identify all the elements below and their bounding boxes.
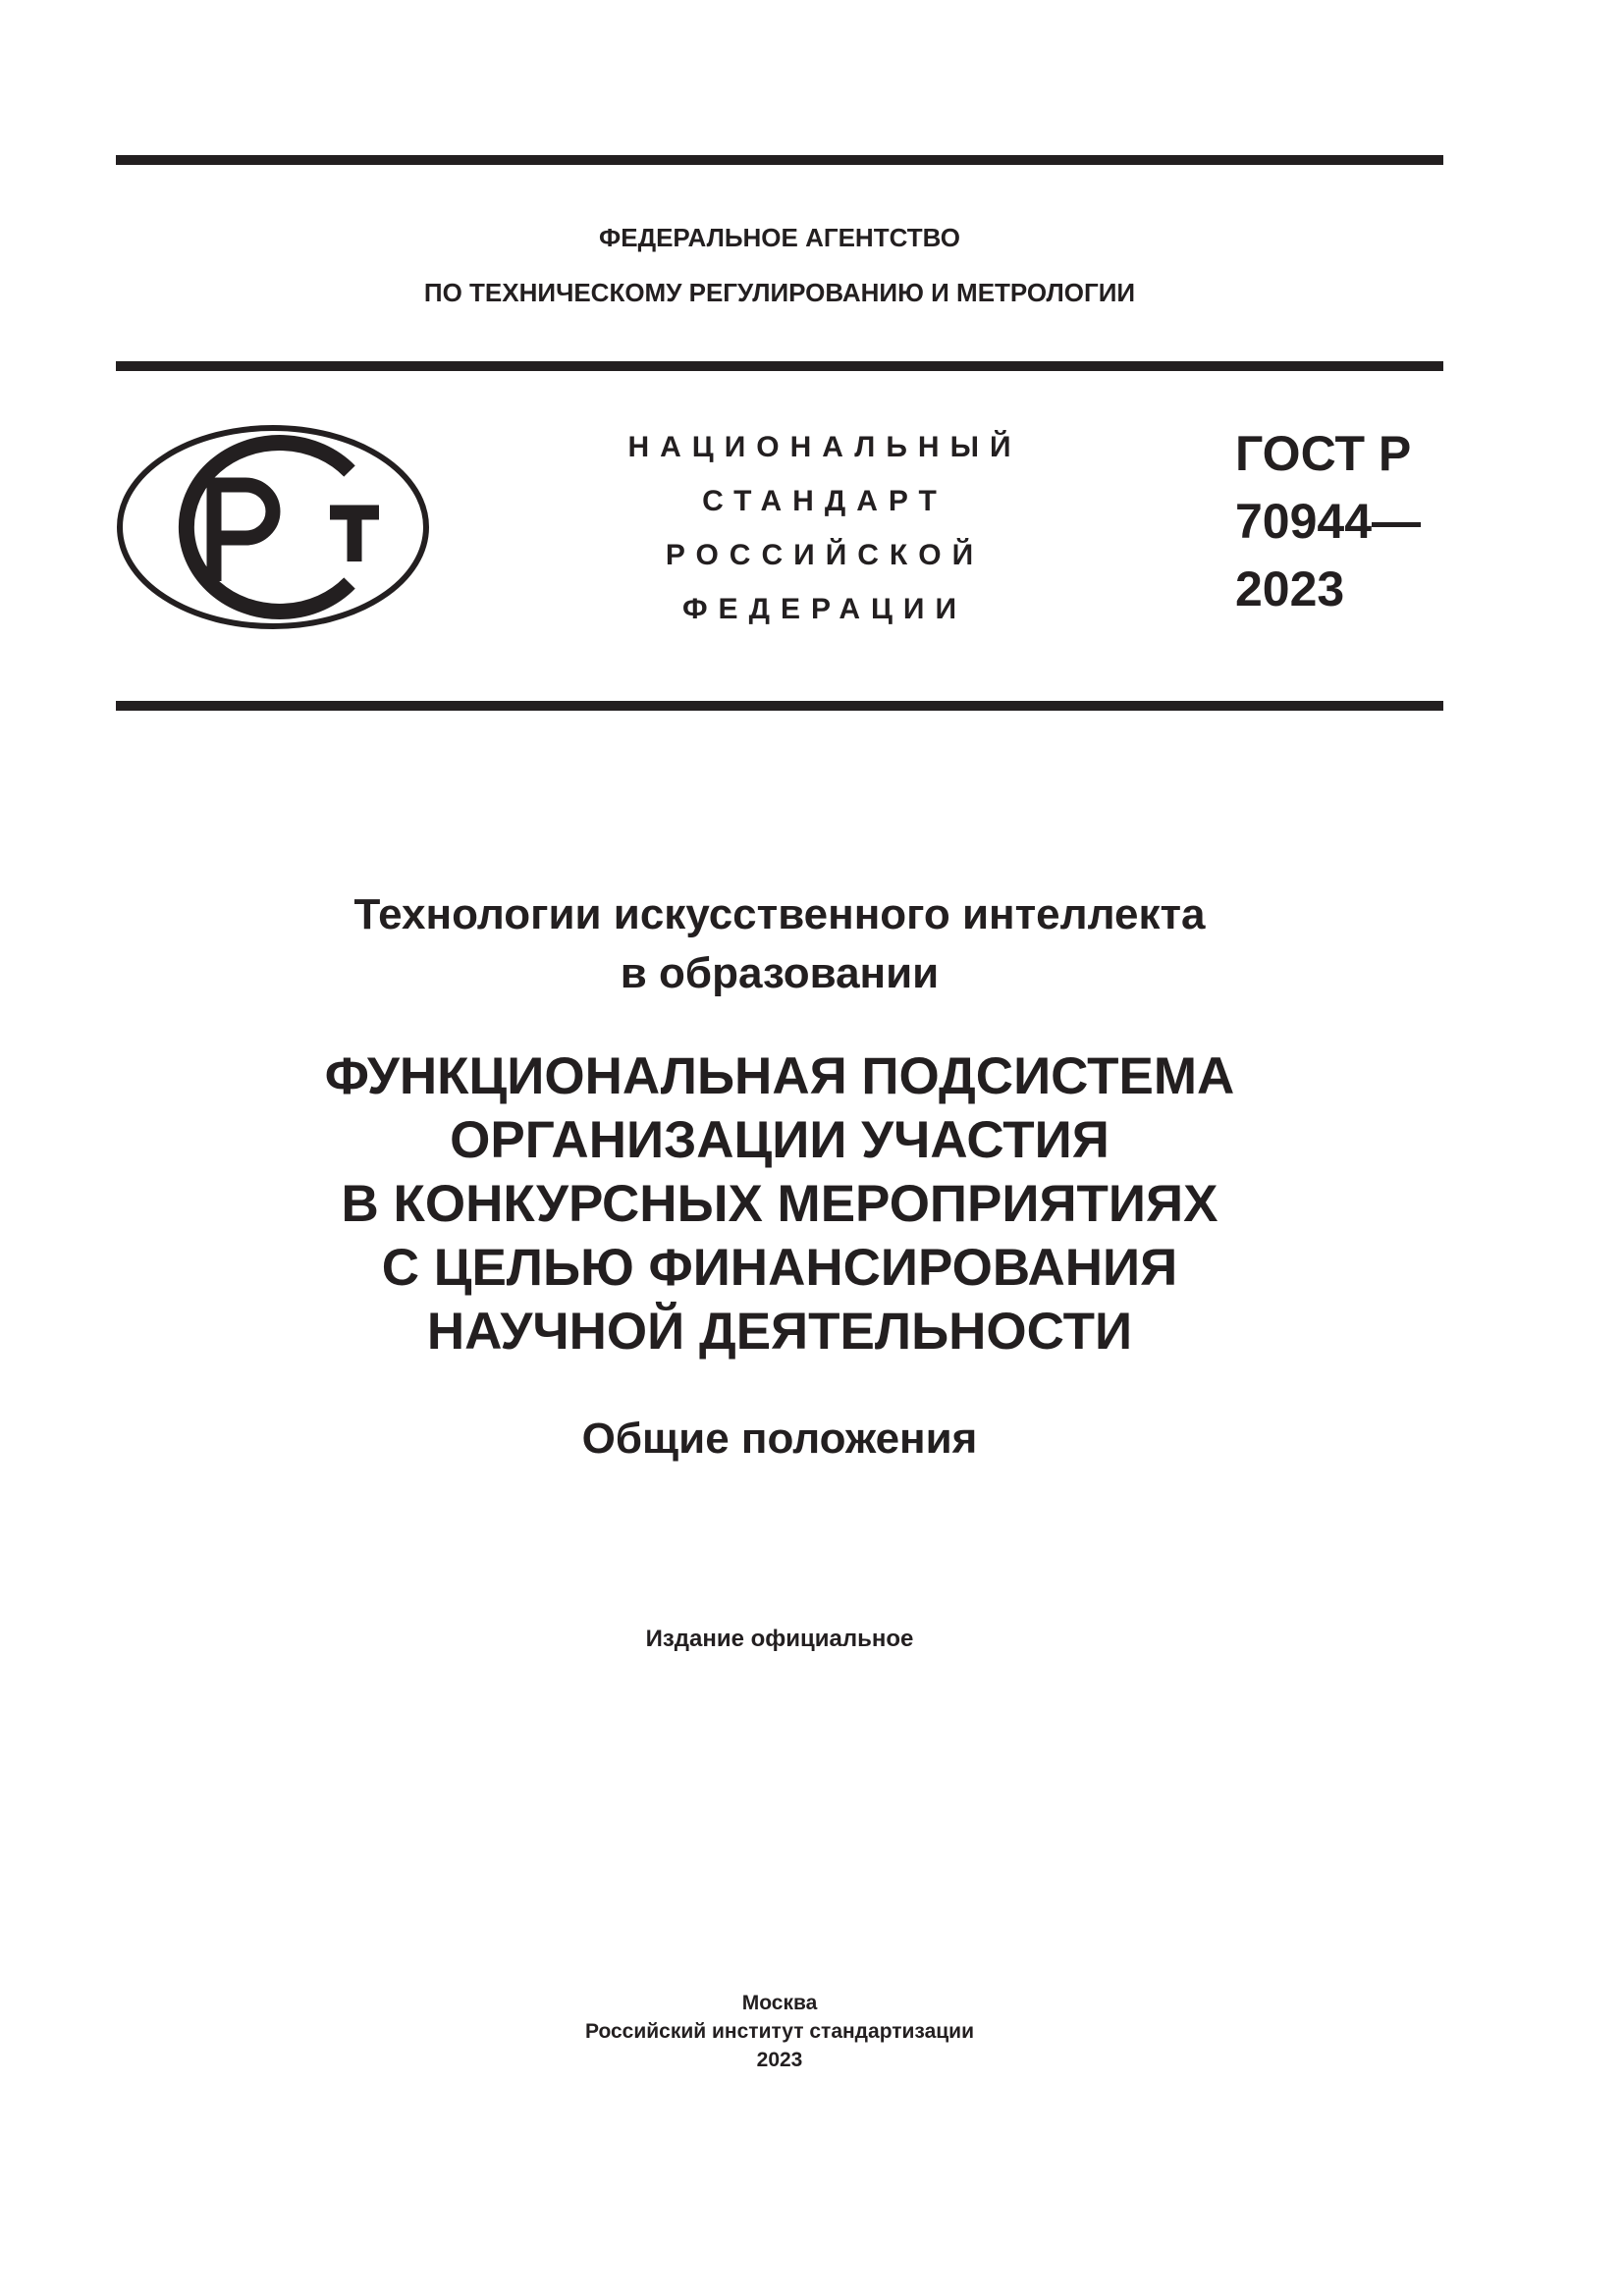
imprint-publisher: Российский институт стандартизации bbox=[584, 2020, 975, 2043]
edition-label: Издание официальное bbox=[645, 1626, 914, 1652]
designation-rule bbox=[116, 701, 1443, 711]
designation-line-2: 70944— bbox=[1235, 494, 1422, 549]
standard-type-label bbox=[589, 420, 1060, 636]
main-title-line-4: С ЦЕЛЬЮ ФИНАНСИРОВАНИЯ bbox=[381, 1239, 1178, 1297]
designation-line-3: 2023 bbox=[1235, 561, 1345, 616]
rst-conformity-mark-icon bbox=[116, 424, 430, 630]
subtitle-line-1: Технологии искусственного интеллекта bbox=[353, 890, 1206, 938]
standard-type-line-3: РОССИЙСКОЙ bbox=[665, 539, 985, 571]
main-title-line-5: НАУЧНОЙ ДЕЯТЕЛЬНОСТИ bbox=[426, 1303, 1133, 1361]
main-title-line-1: ФУНКЦИОНАЛЬНАЯ ПОДСИСТЕМА bbox=[324, 1047, 1235, 1105]
part-title: Общие положения bbox=[581, 1415, 978, 1463]
main-title-line-3: В КОНКУРСНЫХ МЕРОПРИЯТИЯХ bbox=[341, 1175, 1218, 1233]
standard-type-line-2: СТАНДАРТ bbox=[702, 485, 947, 517]
imprint bbox=[116, 1989, 1443, 2074]
agency-line-2: ПО ТЕХНИЧЕСКОМУ РЕГУЛИРОВАНИЮ И МЕТРОЛОГИИ bbox=[423, 278, 1136, 307]
standard-type-line-4: ФЕДЕРАЦИИ bbox=[681, 593, 968, 625]
subtitle-line-2: в образовании bbox=[620, 949, 940, 997]
main-title-line-2: ОРГАНИЗАЦИИ УЧАСТИЯ bbox=[450, 1111, 1110, 1169]
document-subtitle bbox=[116, 885, 1443, 1003]
agency-line-1: ФЕДЕРАЛЬНОЕ АГЕНТСТВО bbox=[599, 223, 960, 252]
standard-type-line-1: НАЦИОНАЛЬНЫЙ bbox=[627, 431, 1022, 463]
document-main-title bbox=[116, 1044, 1443, 1363]
header-rule bbox=[116, 361, 1443, 371]
imprint-city: Москва bbox=[741, 1992, 818, 2014]
designation-line-1: ГОСТ Р bbox=[1235, 426, 1412, 481]
top-rule bbox=[116, 155, 1443, 165]
standard-designation bbox=[1235, 420, 1421, 623]
agency-header bbox=[116, 210, 1443, 320]
imprint-year: 2023 bbox=[756, 2049, 803, 2071]
